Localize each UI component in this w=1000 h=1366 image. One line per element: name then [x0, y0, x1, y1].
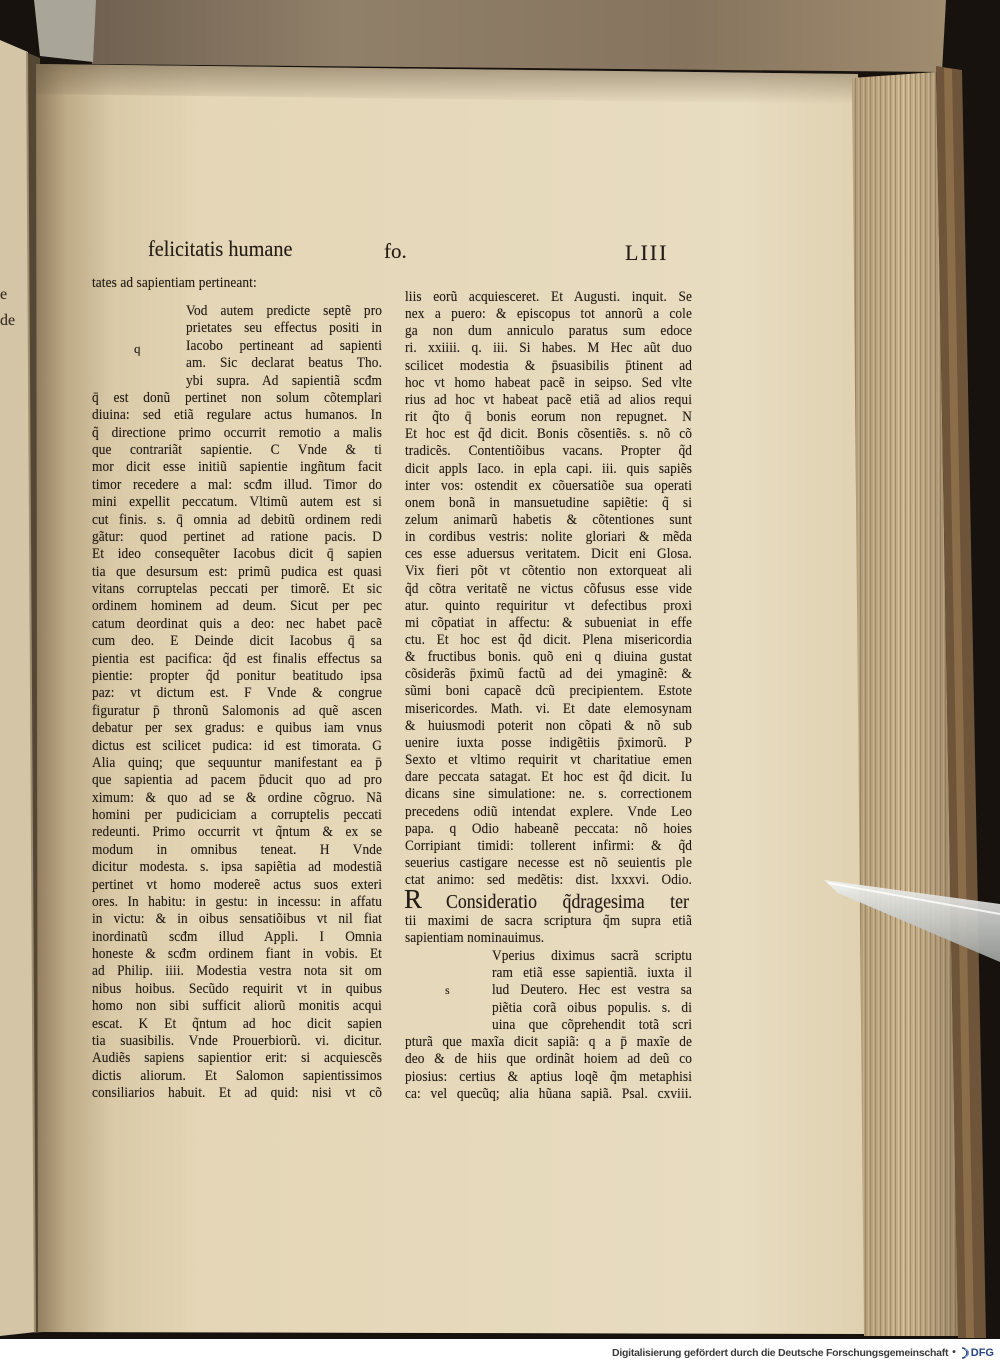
right-column-line: sũmi boni capacẽ dcũ precipientem. Estote [405, 683, 692, 700]
footer-separator: • [952, 1347, 956, 1358]
left-column-line: que sapientia ad pacem p̄ducit quo ad pro [92, 772, 382, 789]
fragment-text: e [0, 286, 8, 303]
paragraph-initial: R [404, 884, 423, 914]
right-column-line: ca: vel quecũq; alia hũana sapiã. Psal. cxviii. [405, 1086, 692, 1102]
left-column-line: gãtur: quod pertinet ad ratione pacis. D [92, 528, 382, 545]
right-column-line: precedens odiũ intendat explere. Vnde Leo [405, 803, 692, 820]
dfg-logo-icon [960, 1347, 970, 1359]
left-column-line: Iacobo pertineant ad sapienti [186, 337, 382, 354]
left-column-line: pertinet vt homo modereẽ actus suos exteri [92, 876, 382, 893]
left-column-line: am. Sic declarat beatus Tho. [186, 355, 382, 372]
right-column-line: nex a puero: & episcopus tot annorũ a cole [405, 306, 692, 323]
right-column-line: hoc vt homo habeat pacẽ in seipso. Sed vlte [405, 374, 692, 391]
left-column-line: paz: vt dictum est. F Vnde & congrue [92, 685, 382, 702]
left-column-line: debatur per sex gradus: e quibus iam vnus [92, 720, 382, 737]
folio-label: fo. [384, 239, 407, 263]
left-column-line: q̄ est donũ pertinet non solum cõtemplari [92, 389, 382, 406]
rubricator-guide-letter: s [445, 983, 450, 997]
digitization-footer [0, 1339, 1000, 1366]
right-column-line: uina que cõprehendit totã scri [492, 1016, 692, 1033]
left-column-line: prietates seu effectus positi in [186, 320, 382, 337]
left-column-line: Vod autem predicte septẽ pro [186, 303, 382, 319]
left-column-line: vitans corruptelas peccati per timorẽ. Et sic [92, 581, 382, 598]
left-column-line: q̃ directione primo occurrit remotio a malis [92, 424, 382, 441]
left-column-line: honeste & scđm ordinem fiant in vobis. Et [92, 946, 382, 963]
left-column-line: ordinem hominem ad deum. Sicut per pec [92, 598, 382, 615]
right-column-line: Et hoc est q̃d dicit. Bonis cõsentiẽs. s. nõ cõ [405, 426, 692, 443]
right-column-line: rit q̃to q̄ bonis eorum non repugnet. N [405, 409, 692, 426]
left-column-line: consiliarios habuit. Et ad quid: nisi vt cõ [92, 1085, 382, 1102]
right-column-line: ga non dum anniculo paratus sum edoce [405, 323, 692, 340]
right-column-line: ctu. Et hoc est q̃d dicit. Plena misericordia [405, 632, 692, 648]
right-column-line: scilicet modestia & p̄suasibilis p̄tinent ad [405, 357, 692, 374]
right-column-line: dicit appls Iaco. in epla capi. iii. quis sapiẽs [405, 460, 692, 477]
right-column-line: onem bonã in mansuetudine sapiẽtie: q̃ si [405, 494, 692, 511]
left-column-line: modum in omnibus teneat. H Vnde [92, 841, 382, 858]
right-column-line: in cordibus vestris: nolite gloriari & mẽda [405, 529, 692, 546]
right-column-line: mi cõpatiat in affectu: & subueniat in effe [405, 614, 692, 631]
left-column-line: dictis aliorum. Et Salomon sapientissimos [92, 1067, 382, 1084]
right-column-line: tradicẽs. Contentiõibus vacans. Propter q̃d [405, 443, 692, 460]
left-column-line: Et ideo consequẽter Iacobus dicit q̄ sapien [92, 546, 382, 563]
right-column-line: zelum animarũ habetis & cõtentiones sunt [405, 511, 692, 528]
right-column-line: inter vos: ostendit ex cõuersatiõe sua operati [405, 477, 692, 494]
running-head-title: felicitatis humane [148, 236, 293, 261]
left-column-line: homo non sibi sufficit aliorũ monitis acqui [92, 998, 382, 1015]
right-column-line: atur. quinto requiritur vt defectibus proxi [405, 597, 692, 614]
right-column-line: dicans sine simulatione: ne. s. correctionem [405, 786, 692, 803]
right-column-line: & fructibus bonis. quõ eni q diuina gustat [405, 649, 692, 666]
left-column-line: pientia est pacifica: q̃d est finalis effectus sa [92, 650, 382, 667]
left-column-line: que contrariãt sapientie. C Vnde & ti [92, 442, 382, 459]
left-column-line: mini expellit peccatum. Vltimũ autem est si [92, 494, 382, 511]
right-column-line: ri. xxiiii. q. iii. Si habes. M Hec aũt duo [405, 340, 692, 357]
right-column-line: q̃d cõtra veritatẽ ne victus cõfusus esse vide [405, 580, 692, 597]
right-column-line: seuerius castigare necesse est nõ seuientis ple [405, 854, 692, 871]
left-column-line: ximum: & quo ad se & ordine cõgruo. Nã [92, 789, 382, 806]
left-column-line: ores. In habitu: in gestu: in incessu: in affatu [92, 893, 382, 910]
left-column-line: tia suasibilis. Vnde Prouerbiorũ. vi. dicitur. [92, 1032, 382, 1049]
right-column-line: lud Deutero. Hec est vestra sa [492, 982, 692, 999]
left-column-line: mor dicit esse initiũ sapientie ingñtum facit [92, 459, 382, 476]
left-column-line: cut finis. s. q̄ omnia ad debitũ ordinem redi [92, 511, 382, 528]
left-column-line: in victu: & in oibus sensatiõibus vt nil fiat [92, 911, 382, 928]
left-column-line: figuratur p̄ thronũ Salomonis ad quẽ ascen [92, 702, 382, 719]
dfg-logo-text: DFG [970, 1346, 994, 1359]
right-column-line: liis eorũ acquiesceret. Et Augusti. inquit. Se [405, 289, 692, 305]
right-column-line: misericordes. Math. vi. Et date elemosynam [405, 700, 692, 717]
right-column-line: papa. q Odio habeanẽ peccata: nõ hoies [405, 820, 692, 837]
left-column-line: tia que desursum est: primũ pudica est quasi [92, 563, 382, 580]
right-column-line: ram etiã esse sapientiã. iuxta il [492, 964, 692, 981]
right-column-line: dare peccata satagat. Et hoc est q̃d dicit. Iu [405, 769, 692, 786]
funding-credit: Digitalisierung gefördert durch die Deutsche Forschungsgemeinschaft [612, 1346, 949, 1359]
left-column-line: nibus hoibus. Secũdo requirit vt in quibus [92, 980, 382, 997]
left-column-line: escat. K Et q̃ntum ad hoc dicit sapien [92, 1015, 382, 1032]
right-column-line: ctat animo: sed medẽtis: dist. lxxxvi. Odio. [405, 872, 692, 889]
chapter-heading: Consideratio q̃dragesima ter [446, 891, 689, 913]
folio-number: LIII [625, 240, 669, 265]
right-column-line: sapientiam nominauimus. [405, 930, 545, 947]
dfg-logo [960, 1347, 994, 1359]
right-column-line: ces esse aduersus veritatem. Dicit eni Glosa. [405, 546, 692, 563]
left-column-line: timor recedere a mal: scđm illud. Timor do [92, 476, 382, 493]
right-column-line: Sexto et vltimo requirit vt charitatiue emen [405, 752, 692, 769]
left-column-line: ybi supra. Ad sapientiã scđm [186, 372, 382, 389]
right-column-line: deo & de hiis que ordinãt hoiem ad deũ co [405, 1051, 692, 1068]
left-column-line: dicitur modesta. s. ipsa sapiẽtia ad modestiã [92, 859, 382, 876]
right-column-line: uenire iuxta posse indigẽtiis p̄ximorũ. P [405, 734, 692, 751]
left-column-line: dictus est scilicet pudica: id est timorata. G [92, 737, 382, 754]
left-column-line: ad Philip. iiii. Modestia vestra nota sit om [92, 963, 382, 980]
right-column-line: Vix fieri põt vt cõtentio non extorqueat ali [405, 563, 692, 580]
right-column-line: piẽtia corã oibus populis. s. di [492, 999, 692, 1016]
rubricator-guide-letter: q [134, 341, 141, 356]
left-column-line: cum deo. E Deinde dicit Iacobus q̄ sa [92, 633, 382, 650]
left-column-line: redeunti. Primo occurrit vt q̃ntum & ex se [92, 824, 382, 841]
left-column-line: Alia quinq; que sequuntur manifestant ea p̄ [92, 754, 382, 771]
left-column-line: homini per pudiciciam a corruptelis peccati [92, 807, 382, 824]
left-column-line: pientie: propter q̃d ponitur beatitudo ipsa [92, 667, 382, 684]
right-column-line: piosius: certius & aptius loqẽ q̃m metaphisi [405, 1068, 692, 1085]
right-column-line: Vperius diximus sacrã scriptu [492, 947, 692, 964]
left-column-line: inordinatũ scđm illud Appli. I Omnia [92, 928, 382, 945]
left-column-line: tates ad sapientiam pertineant: [92, 275, 257, 291]
left-column-line: catum deordinat quis a deo: nec habet pacẽ [92, 615, 382, 632]
right-column-line: Corripiant timidi: tollerent infirmi: & q̃d [405, 837, 692, 854]
right-column-line: pturã que maxĩa dicit sapiã: q a p̄ maxĩe de [405, 1034, 692, 1051]
right-column-line: rius ad hoc vt habeat pacẽ etiã ad alios requi [405, 391, 692, 408]
left-column-line: diuina: sed etiã regulare actus humanos. In [92, 407, 382, 424]
right-column-line: cõsiderãs p̄ximũ factũ ad dei ymaginẽ: & [405, 666, 692, 683]
right-column-line: tii maximi de sacra scriptura q̃m supra etiã [405, 913, 692, 929]
left-column-line: Audiẽs sapiens sapientior erit: si acquiescẽs [92, 1050, 382, 1067]
fragment-text: de [0, 312, 16, 329]
right-column-line: & huiusmodi poterit non cõpati & nõ sub [405, 717, 692, 734]
